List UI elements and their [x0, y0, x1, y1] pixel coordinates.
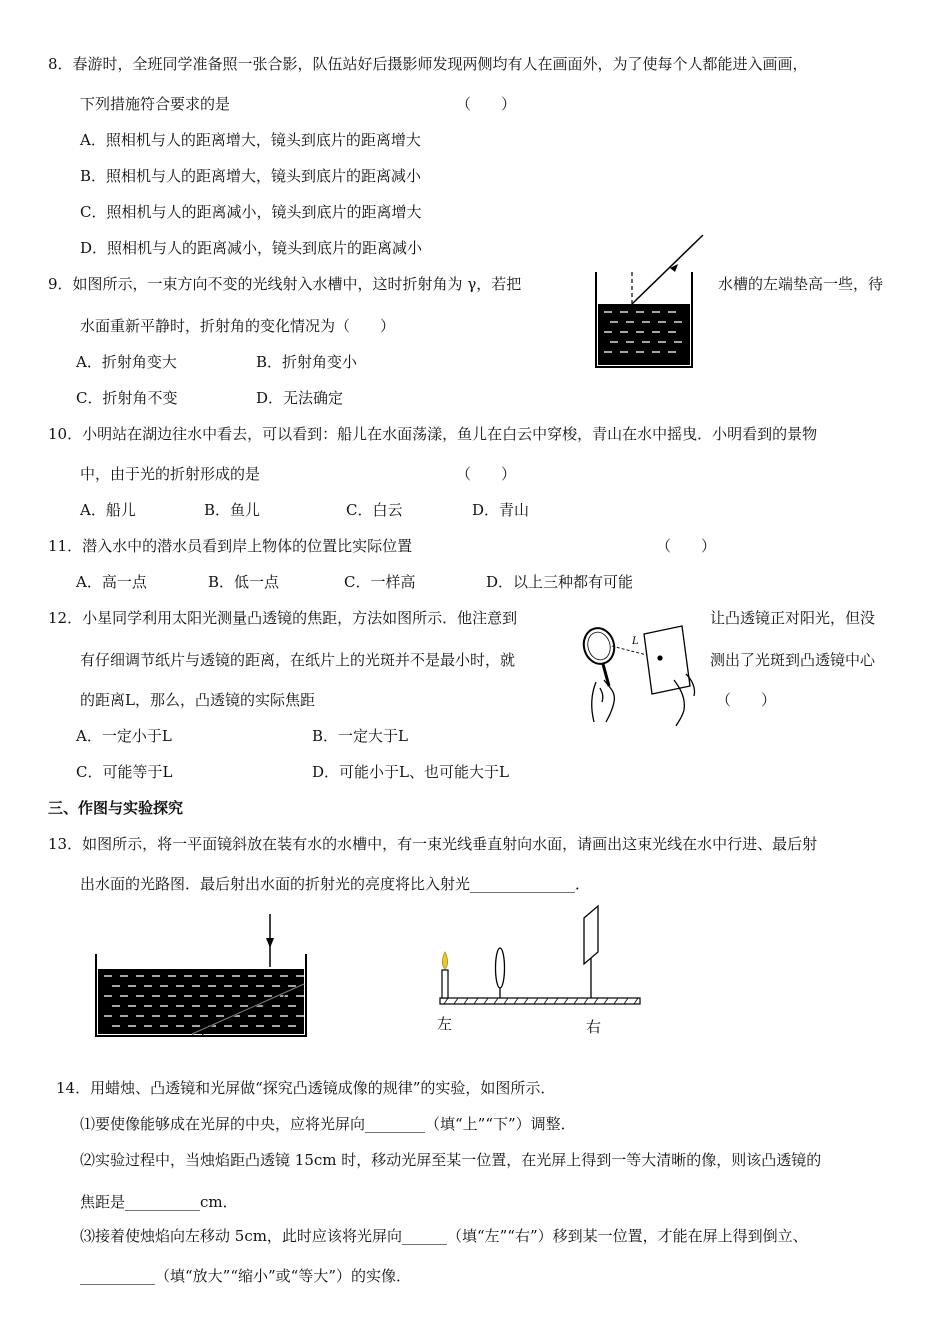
q13-stem-end: ． — [575, 875, 591, 893]
q8-option-d: D．照相机与人的距离减小，镜头到底片的距离减小 — [80, 239, 423, 257]
q10-option-d: D．青山 — [472, 501, 530, 519]
q11-option-a: A．高一点 — [76, 573, 147, 591]
q12-answer-paren: （ ） — [716, 691, 777, 709]
q12-stem-line1-cont: 让凸透镜正对阳光，但没 — [710, 609, 876, 627]
q9-stem-line2: 水面重新平静时，折射角的变化情况为（ ） — [80, 317, 396, 335]
bench-right-label: 右 — [586, 1018, 602, 1036]
q13-tank-mirror-figure — [92, 910, 312, 1045]
q12-option-d: D．可能小于L、也可能大于L — [312, 763, 509, 781]
q9-water-tank-figure — [590, 232, 715, 372]
q8-option-b: B．照相机与人的距离增大，镜头到底片的距离减小 — [80, 167, 422, 185]
q12-stem-line3: 的距离L，那么，凸透镜的实际焦距 — [80, 691, 315, 709]
q14-stem: 14．用蜡烛、凸透镜和光屏做“探究凸透镜成像的规律”的实验，如图所示． — [56, 1079, 556, 1097]
q12-lens-paper-figure — [574, 622, 704, 726]
q13-stem-line2 — [80, 874, 590, 894]
q14-part1: ⑴要使像能够成在光屏的中央，应将光屏向________（填“上”“下”）调整． — [80, 1115, 576, 1133]
q10-option-c: C．白云 — [346, 501, 403, 519]
q9-stem-line1: 9．如图所示，一束方向不变的光线射入水槽中，这时折射角为 γ，若把 — [48, 275, 522, 293]
q8-stem-line1: 8．春游时，全班同学准备照一张合影，队伍站好后摄影师发现两侧均有人在画面外，为了使每个人都能进入画画， — [48, 55, 808, 73]
q9-option-b: B．折射角变小 — [256, 353, 358, 371]
q14-part2-line2: 焦距是__________cm． — [80, 1193, 238, 1211]
q10-stem-line1: 10．小明站在湖边往水中看去，可以看到：船儿在水面荡漾，鱼儿在白云中穿梭，青山在水中摇曳．小明看到的景物 — [48, 425, 818, 443]
q9-stem-line1-cont: 水槽的左端垫高一些，待 — [718, 275, 884, 293]
q12-stem-line2-cont: 测出了光斑到凸透镜中心 — [710, 651, 876, 669]
q13-blank: ______________ — [470, 875, 576, 893]
bench-left-label: 左 — [437, 1015, 453, 1033]
q12-option-b: B．一定大于L — [312, 727, 408, 745]
q8-option-a: A．照相机与人的距离增大，镜头到底片的距离增大 — [80, 131, 421, 149]
q12-stem-line1: 12．小星同学利用太阳光测量凸透镜的焦距，方法如图所示．他注意到 — [48, 609, 518, 627]
q10-answer-paren: （ ） — [456, 465, 517, 483]
q13-stem-text: 出水面的光路图．最后射出水面的折射光的亮度将比入射光 — [80, 875, 471, 893]
q10-option-a: A．船儿 — [80, 501, 136, 519]
section-heading: 三、作图与实验探究 — [48, 799, 184, 817]
q14-part3-line2: __________（填“放大”“缩小”或“等大”）的实像． — [80, 1267, 412, 1285]
q12-stem-line2: 有仔细调节纸片与透镜的距离，在纸片上的光斑并不是最小时，就 — [80, 651, 516, 669]
q10-stem-line2: 中，由于光的折射形成的是 — [80, 465, 261, 483]
q8-option-c: C．照相机与人的距离减小，镜头到底片的距离增大 — [80, 203, 422, 221]
q12-option-a: A．一定小于L — [76, 727, 172, 745]
q9-option-c: C．折射角不变 — [76, 389, 178, 407]
q11-stem: 11．潜入水中的潜水员看到岸上物体的位置比实际位置 — [48, 537, 413, 555]
q14-part2-line1: ⑵实验过程中，当烛焰距凸透镜 15cm 时，移动光屏至某一位置，在光屏上得到一等大清晰的像，则该凸透镜的 — [80, 1151, 822, 1169]
q12-option-c: C．可能等于L — [76, 763, 173, 781]
q11-option-d: D．以上三种都有可能 — [486, 573, 634, 591]
q11-option-b: B．低一点 — [208, 573, 280, 591]
q8-stem-line2: 下列措施符合要求的是 — [80, 95, 231, 113]
q12-distance-label: L — [632, 636, 639, 647]
q8-answer-paren: （ ） — [456, 95, 517, 113]
q11-option-c: C．一样高 — [344, 573, 416, 591]
q13-stem-line1: 13．如图所示，将一平面镜斜放在装有水的水槽中，有一束光线垂直射向水面，请画出这束光线在水中行进、最后射 — [48, 835, 818, 853]
q10-option-b: B．鱼儿 — [204, 501, 261, 519]
q11-answer-paren: （ ） — [656, 537, 717, 555]
q9-option-a: A．折射角变大 — [76, 353, 177, 371]
q14-part3-line1: ⑶接着使烛焰向左移动 5cm，此时应该将光屏向______（填“左”“右”）移到某一位置，才能在屏上得到倒立、 — [80, 1227, 808, 1245]
q9-option-d: D．无法确定 — [256, 389, 344, 407]
q14-optical-bench-figure — [432, 900, 652, 1040]
